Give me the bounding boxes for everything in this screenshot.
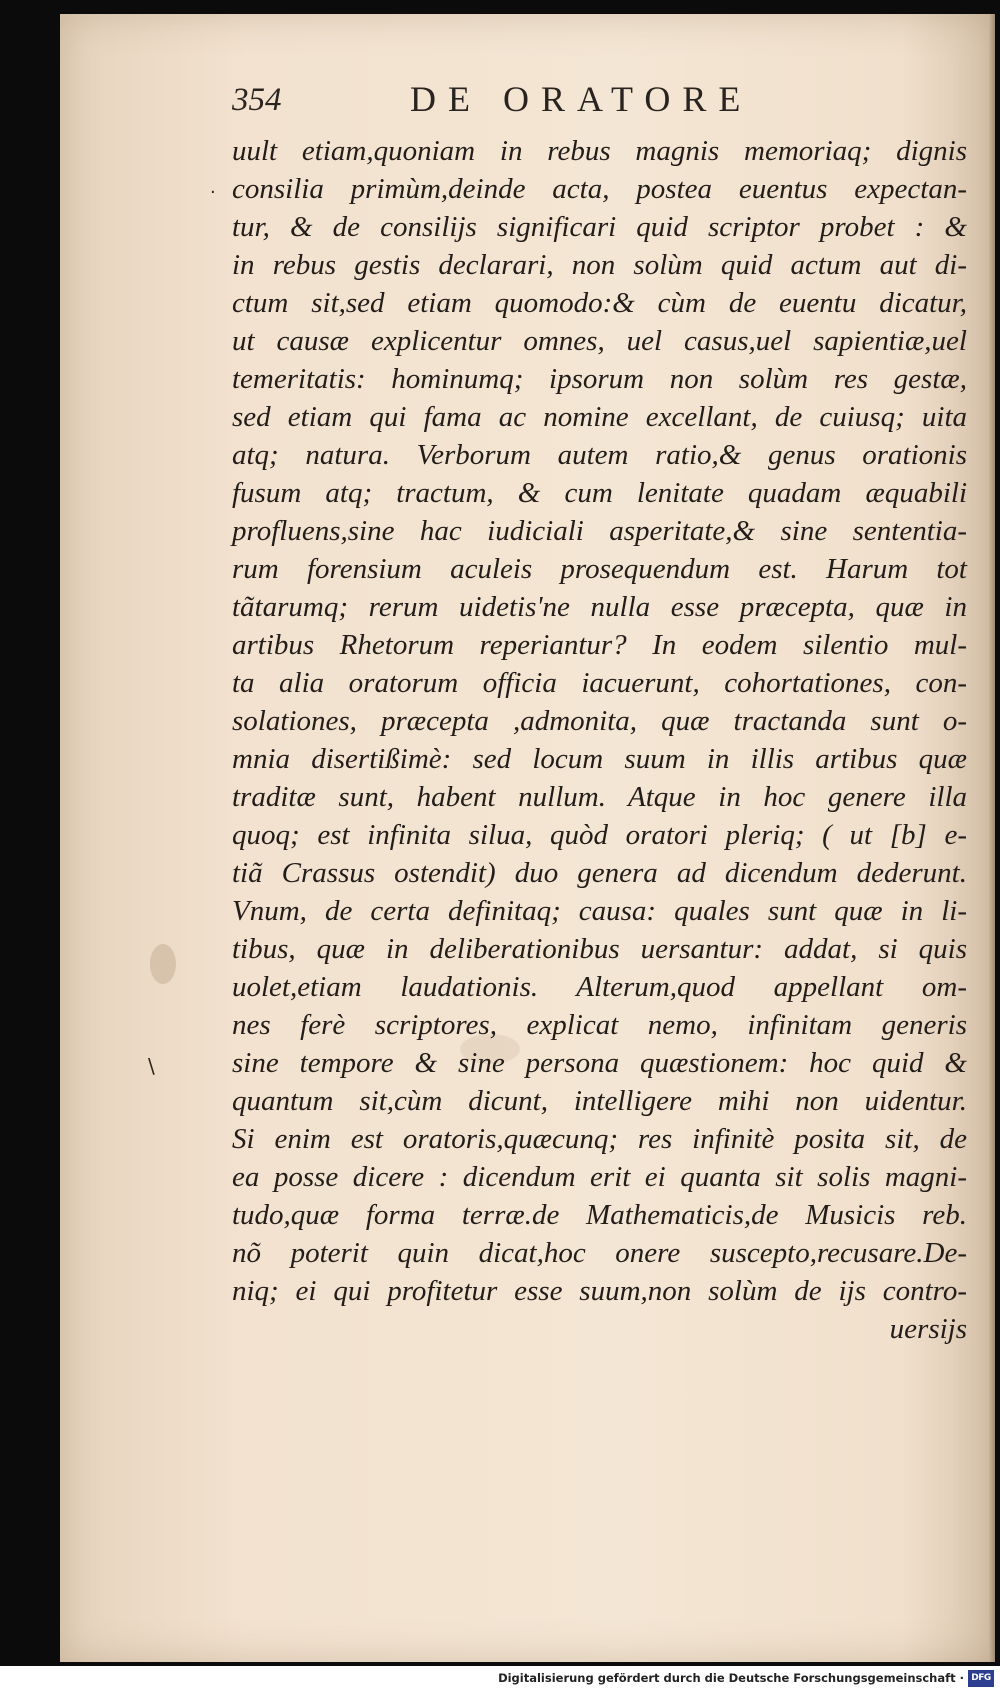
body-text: [232, 132, 967, 1348]
footer-strip: [0, 1666, 1000, 1693]
catchword: uersijs: [889, 1313, 967, 1345]
text-line: niq; ei qui profitetur esse suum,non solùm de ijs contro-: [232, 1275, 967, 1307]
text-line: mnia disertißimè: sed locum suum in illis artibus quæ: [232, 743, 967, 775]
text-line: profluens,sine hac iudiciali asperitate,& sine sententia-: [232, 515, 967, 547]
text-line: tibus, quæ in deliberationibus uersantur: addat, si quis: [232, 933, 967, 965]
text-line: Si enim est oratoris,quæcunq; res infinitè posita sit, de: [232, 1123, 967, 1155]
text-line: uult etiam,quoniam in rebus magnis memoriaq; dignis: [232, 135, 967, 167]
text-line: quantum sit,cùm dicunt, intelligere mihi non uidentur.: [232, 1085, 967, 1117]
margin-mark: \: [148, 1054, 155, 1078]
text-line: nõ poterit quin dicat,hoc onere suscepto,recusare.De-: [232, 1237, 967, 1269]
text-line: ta alia oratorum officia iacuerunt, cohortationes, con-: [232, 667, 967, 699]
text-line: fusum atq; tractum, & cum lenitate quadam æquabili: [232, 477, 967, 509]
running-title: DE ORATORE: [410, 79, 753, 119]
text-line: in rebus gestis declarari, non solùm quid actum aut di-: [232, 249, 967, 281]
text-line: tiã Crassus ostendit) duo genera ad dicendum dederunt.: [232, 857, 967, 889]
dfg-logo-icon: DFG: [968, 1670, 994, 1687]
margin-dot: ·: [210, 182, 216, 203]
text-line: rum forensium aculeis prosequendum est. Harum tot: [232, 553, 967, 585]
text-line: temeritatis: hominumq; ipsorum non solùm res gestæ,: [232, 363, 967, 395]
text-line: consilia primùm,deinde acta, postea euentus expectan-: [232, 173, 967, 205]
running-head: [232, 78, 812, 128]
funding-credit: Digitalisierung gefördert durch die Deutsche Forschungsgemeinschaft ·: [498, 1671, 964, 1685]
text-line: traditæ sunt, habent nullum. Atque in hoc genere illa: [232, 781, 967, 813]
page-edge: [989, 14, 995, 1662]
text-line: ea posse dicere : dicendum erit ei quanta sit solis magni-: [232, 1161, 967, 1193]
paper-stain: [150, 944, 176, 984]
page-number: 354: [232, 82, 282, 118]
text-line: Vnum, de certa definitaq; causa: quales sunt quæ in li-: [232, 895, 967, 927]
text-line: ctum sit,sed etiam quomodo:& cùm de euentu dicatur,: [232, 287, 967, 319]
text-line: uolet,etiam laudationis. Alterum,quod appellant om-: [232, 971, 967, 1003]
text-line: tudo,quæ forma terræ.de Mathematicis,de Musicis reb.: [232, 1199, 967, 1231]
text-line: atq; natura. Verborum autem ratio,& genus orationis: [232, 439, 967, 471]
text-line: artibus Rhetorum reperiantur? In eodem silentio mul-: [232, 629, 967, 661]
text-line: nes ferè scriptores, explicat nemo, infinitam generis: [232, 1009, 967, 1041]
text-line: quoq; est infinita silua, quòd oratori pleriq; ( ut [b] e-: [232, 819, 967, 851]
text-line: sine tempore & sine persona quæstionem: hoc quid &: [232, 1047, 967, 1079]
text-line: tãtarumq; rerum uidetis'ne nulla esse præcepta, quæ in: [232, 591, 967, 623]
text-line: solationes, præcepta ,admonita, quæ tractanda sunt o-: [232, 705, 967, 737]
text-line: sed etiam qui fama ac nomine excellant, de cuiusq; uita: [232, 401, 967, 433]
text-line: tur, & de consilijs significari quid scriptor probet : &: [232, 211, 967, 243]
text-line: ut causæ explicentur omnes, uel casus,uel sapientiæ,uel: [232, 325, 967, 357]
